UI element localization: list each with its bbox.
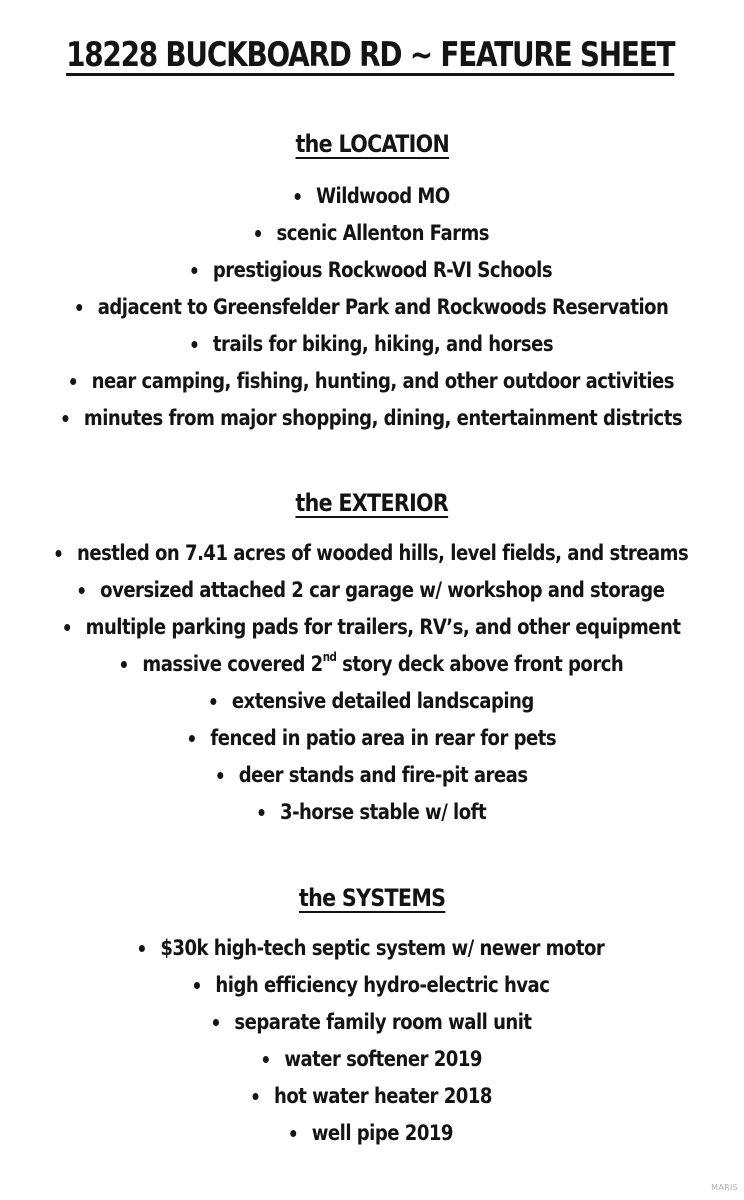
bullet-icon	[64, 624, 70, 631]
bullet-icon	[213, 1019, 219, 1026]
bullet-icon	[210, 698, 216, 705]
list-item: high efficiency hydro-electric hvac	[0, 967, 744, 1004]
list-item: extensive detailed landscaping	[0, 683, 744, 720]
list-item: scenic Allenton Farms	[0, 215, 744, 252]
bullet-icon	[252, 1093, 258, 1100]
list-item: multiple parking pads for trailers, RV’s, and other equipment	[0, 609, 744, 646]
list-item: deer stands and fire-pit areas	[0, 757, 744, 794]
bullet-icon	[294, 193, 300, 200]
section-heading: the SYSTEMS	[298, 884, 446, 912]
bullet-icon	[121, 661, 127, 668]
section-location	[0, 129, 744, 437]
section-exterior	[0, 488, 744, 831]
list-item: 3-horse stable w/ loft	[0, 794, 744, 831]
list-item: Wildwood MO	[0, 178, 744, 215]
list-item: near camping, fishing, hunting, and other outdoor activities	[0, 363, 744, 400]
list-item: water softener 2019	[0, 1041, 744, 1078]
list-item: minutes from major shopping, dining, entertainment districts	[0, 400, 744, 437]
bullet-icon	[56, 550, 62, 557]
bullet-icon	[262, 1056, 268, 1063]
bullet-icon	[62, 415, 68, 422]
bullet-icon	[192, 267, 198, 274]
section-heading: the EXTERIOR	[295, 489, 449, 517]
feature-list	[0, 535, 744, 831]
list-item: adjacent to Greensfelder Park and Rockwoods Reservation	[0, 289, 744, 326]
bullet-icon	[191, 341, 197, 348]
bullet-icon	[255, 230, 261, 237]
list-item: well pipe 2019	[0, 1115, 744, 1152]
list-item: massive covered 2nd story deck above front porch	[0, 646, 744, 683]
watermark: MARIS	[711, 1183, 738, 1192]
list-item: prestigious Rockwood R-VI Schools	[0, 252, 744, 289]
bullet-icon	[217, 772, 223, 779]
bullet-icon	[258, 809, 264, 816]
bullet-icon	[188, 735, 194, 742]
list-item: nestled on 7.41 acres of wooded hills, level fields, and streams	[0, 535, 744, 572]
list-item: $30k high-tech septic system w/ newer motor	[0, 930, 744, 967]
feature-list	[0, 178, 744, 437]
bullet-icon	[139, 945, 145, 952]
bullet-icon	[291, 1130, 297, 1137]
bullet-icon	[194, 982, 200, 989]
page-title-text: 18228 BUCKBOARD RD ~ FEATURE SHEET	[66, 35, 675, 75]
list-item: hot water heater 2018	[0, 1078, 744, 1115]
list-item: oversized attached 2 car garage w/ workshop and storage	[0, 572, 744, 609]
section-systems	[0, 883, 744, 1152]
page-title	[65, 30, 675, 80]
feature-list	[0, 930, 744, 1152]
bullet-icon	[79, 587, 85, 594]
list-item: fenced in patio area in rear for pets	[0, 720, 744, 757]
bullet-icon	[70, 378, 76, 385]
bullet-icon	[76, 304, 82, 311]
list-item: separate family room wall unit	[0, 1004, 744, 1041]
list-item: trails for biking, hiking, and horses	[0, 326, 744, 363]
section-heading: the LOCATION	[295, 130, 449, 158]
